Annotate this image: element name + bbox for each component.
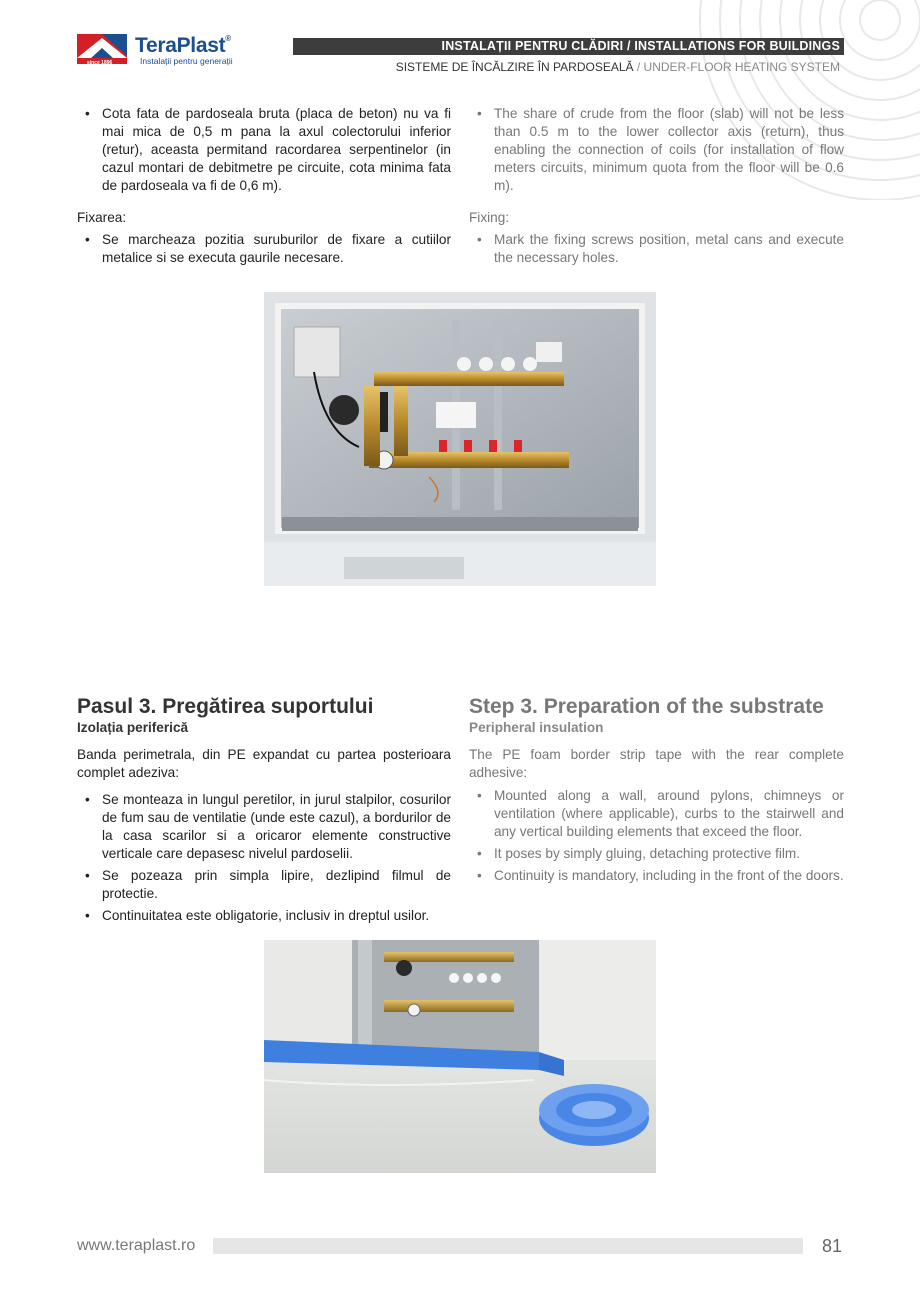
system-en: / UNDER-FLOOR HEATING SYSTEM: [633, 60, 840, 74]
logo-since: since 1896: [87, 60, 113, 66]
step3-intro-en: The PE foam border strip tape with the rear complete adhesive:: [469, 747, 844, 780]
en-floor-height-bullet: • The share of crude from the floor (slab) will not be less than 0.5 m to the lower collector axis (return), thus enabling the connection of coils (for installation of flow meters circuits, minimum quota from the floor will be 0.6 m).: [469, 105, 844, 195]
system-ro: SISTEME DE ÎNCĂLZIRE ÎN PARDOSEALĂ: [395, 60, 634, 74]
section2-ro: [77, 695, 451, 929]
step3-subtitle-ro: Izolația periferică: [77, 720, 189, 735]
step3-title-ro: Pasul 3. Pregătirea suportului: [77, 695, 374, 718]
step3-bullet-en: • Continuity is mandatory, including in the front of the doors.: [469, 867, 844, 885]
teraplast-logo: [77, 34, 247, 70]
step3-bullet-ro: • Se pozeaza prin simpla lipire, dezlipind filmul de protectie.: [77, 867, 451, 903]
section2-en: [469, 695, 844, 889]
logo-tagline: Instalații pentru generații: [140, 56, 233, 66]
section1-en: [469, 105, 844, 271]
step3-bullet-en: • It poses by simply gluing, detaching protective film.: [469, 845, 844, 863]
category-bar: INSTALAȚII PENTRU CLĂDIRI / INSTALLATIONS FOR BUILDINGS: [293, 38, 844, 55]
step3-bullet-en: • Mounted along a wall, around pylons, chimneys or ventilation (where applicable), curbs to the stairwell and any vertical building elements that exceed the floor.: [469, 787, 844, 841]
footer-bar: [213, 1238, 803, 1254]
section1-ro: [77, 105, 451, 271]
ro-fixing-bullet: • Se marcheaza pozitia suruburilor de fixare a cutiilor metalice si se executa gaurile necesare.: [77, 231, 451, 267]
step3-intro-ro: Banda perimetrala, din PE expandat cu partea posterioara complet adeziva:: [77, 747, 451, 780]
ro-fixing-label: Fixarea:: [77, 210, 127, 225]
logo-name: TeraPlast®: [135, 34, 231, 57]
manifold-cabinet-photo: [264, 292, 656, 586]
en-fixing-bullet: • Mark the fixing screws position, metal cans and execute the necessary holes.: [469, 231, 844, 267]
step3-bullet-ro: • Continuitatea este obligatorie, inclusiv in dreptul usilor.: [77, 907, 451, 925]
ro-floor-height-bullet: • Cota fata de pardoseala bruta (placa de beton) nu va fi mai mica de 0,5 m pana la axul colectorului inferior (retur), aceasta permitand racordarea serpentinelor (in cazul montari de debitmetre pe circuite, cota minima fata de pardoseala va fi de 0,6 m).: [77, 105, 451, 195]
system-subtitle: [396, 60, 840, 74]
perimeter-insulation-photo: [264, 940, 656, 1173]
step3-bullet-ro: • Se monteaza in lungul peretilor, in jurul stalpilor, cosurilor de fum sau de ventilatie (unde este cazul), a bordurilor de la casa scarilor si a oricaror elemente constructive verticale care depasesc nivelul pardoselii.: [77, 791, 451, 863]
en-fixing-label: Fixing:: [469, 210, 510, 225]
step3-subtitle-en: Peripheral insulation: [469, 720, 604, 735]
logo-name-text: TeraPlast: [135, 34, 226, 57]
footer-url: www.teraplast.ro: [77, 1237, 196, 1254]
step3-title-en: Step 3. Preparation of the substrate: [469, 695, 824, 718]
page-number: 81: [822, 1236, 843, 1256]
